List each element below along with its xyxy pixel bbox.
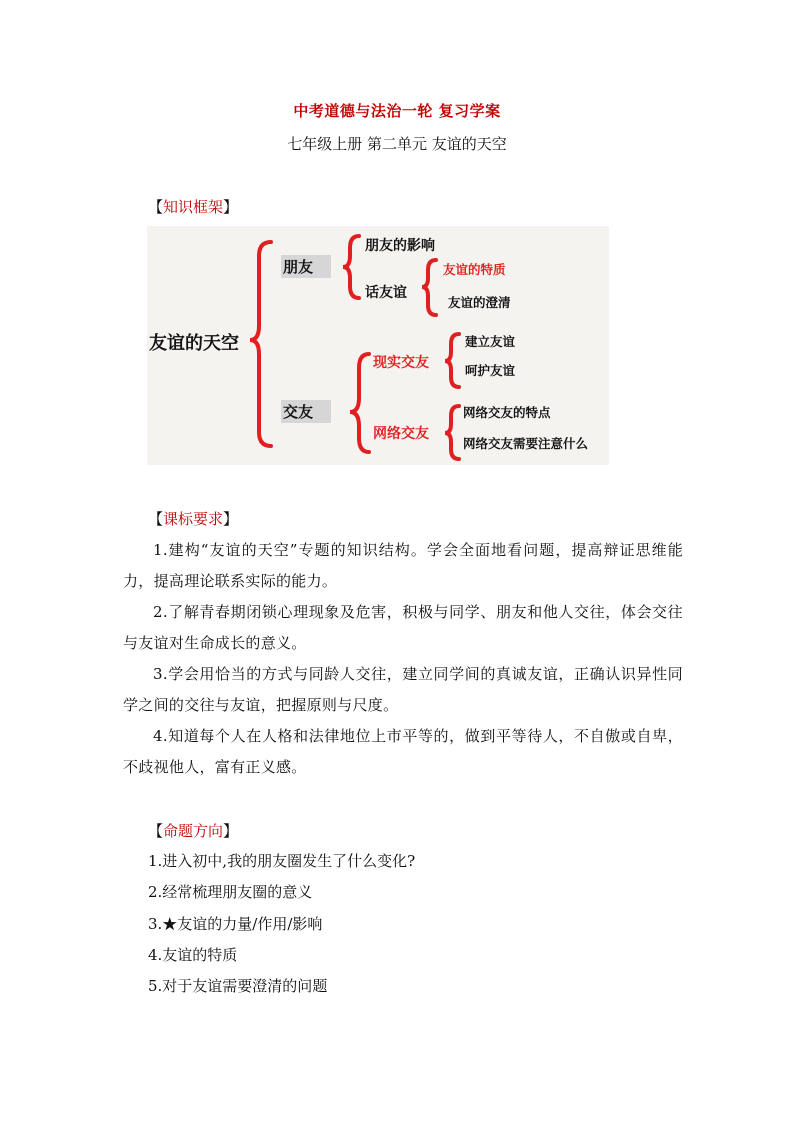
exam-direction-item: 5.对于友谊需要澄清的问题 xyxy=(148,977,328,995)
section-heading-framework: 【知识框架】 xyxy=(148,198,239,216)
online-brace xyxy=(445,406,459,459)
section-heading-label: 知识框架 xyxy=(163,198,224,216)
curriculum-item: 3.学会用恰当的方式与同龄人交往，建立同学间的真诚友谊，正确认识异性同学之间的交往与友谊，把握原则与尺度。 xyxy=(123,665,683,714)
exam-direction-item: 2.经常梳理朋友圈的意义 xyxy=(148,883,313,901)
curriculum-item: 1.建构“友谊的天空”专题的知识结构。学会全面地看问题，提高辩证思维能力，提高理论联系实际的能力。 xyxy=(123,541,683,590)
mindmap-node-friend: 朋友 xyxy=(281,255,331,278)
curriculum-item: 2.了解青春期闭锁心理现象及危害，积极与同学、朋友和他人交往，体会交往与友谊对生命成长的意义。 xyxy=(123,603,683,652)
mindmap-node-online-friends: 网络交友 xyxy=(373,426,429,442)
curriculum-item: 4.知道每个人在人格和法律地位上市平等的，做到平等待人，不自傲或自卑，不歧视他人，富有正义感。 xyxy=(123,727,683,776)
mindmap-node-online-cautions: 网络交友需要注意什么 xyxy=(463,436,589,451)
talk-brace xyxy=(422,260,436,315)
make-friends-brace xyxy=(350,354,369,452)
mindmap-node-friend-influence: 朋友的影响 xyxy=(365,238,435,254)
mindmap-node-build-friendship: 建立友谊 xyxy=(465,334,516,349)
document-title: 中考道德与法治一轮 复习学案 xyxy=(293,102,501,120)
section-heading-curriculum: 【课标要求】 xyxy=(148,510,239,528)
mindmap-root: 友谊的天空 xyxy=(149,333,239,354)
mindmap-node-care-friendship: 呵护友谊 xyxy=(465,363,516,378)
mindmap-node-make-friends: 交友 xyxy=(281,400,331,423)
mindmap-node-talk-friendship: 话友谊 xyxy=(365,285,407,301)
document-subtitle: 七年级上册 第二单元 友谊的天空 xyxy=(287,135,507,153)
section-heading-exam: 【命题方向】 xyxy=(148,822,239,840)
mindmap-node-real-friends: 现实交友 xyxy=(373,355,429,371)
section-heading-label: 命题方向 xyxy=(163,822,224,840)
exam-direction-item: 3.★友谊的力量/作用/影响 xyxy=(148,915,323,933)
real-brace xyxy=(445,334,459,387)
mindmap-node-friendship-clarify: 友谊的澄清 xyxy=(448,295,511,310)
mindmap-node-online-traits: 网络交友的特点 xyxy=(463,405,551,420)
root-brace xyxy=(250,242,271,446)
friend-brace xyxy=(343,236,359,298)
knowledge-mindmap xyxy=(147,226,609,465)
exam-direction-item: 4.友谊的特质 xyxy=(148,946,238,964)
section-heading-label: 课标要求 xyxy=(163,510,224,528)
exam-direction-item: 1.进入初中,我的朋友圈发生了什么变化? xyxy=(148,852,416,870)
mindmap-node-friendship-traits: 友谊的特质 xyxy=(443,262,506,277)
